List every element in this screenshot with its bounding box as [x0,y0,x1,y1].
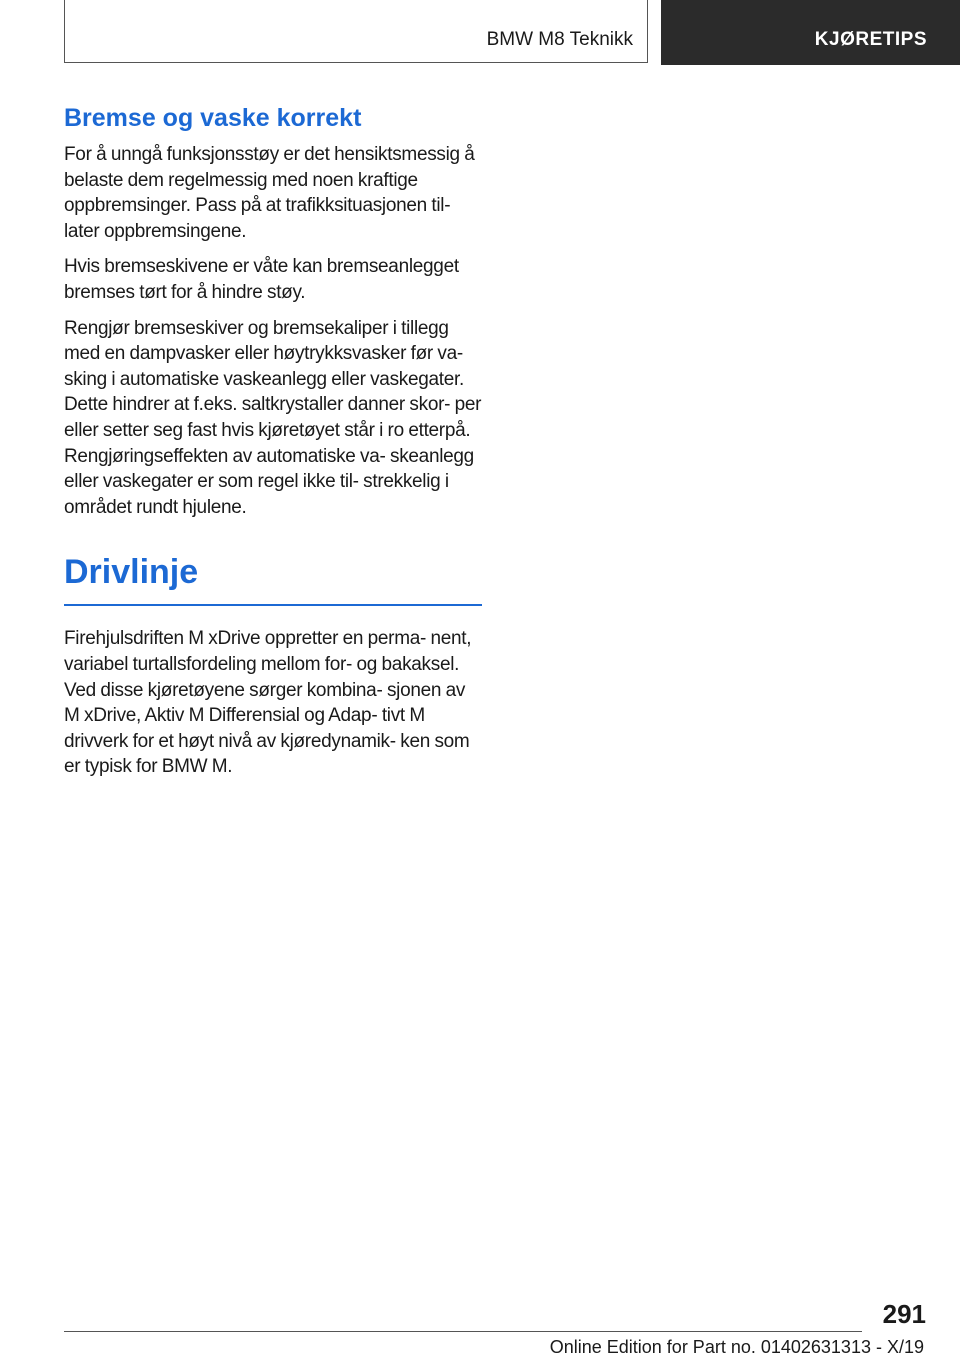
paragraph: Firehjulsdriften M xDrive oppretter en perma‐ nent, variabel turtallsfordeling mellom for- og bakaksel. Ved disse kjøretøyene sørger kombina‐ sjonen av M xDrive, Aktiv M Differensial og Adap‐ tivt M drivverk for et høyt nivå av kjøredynamik‐ ken som er typisk for BMW M. [64,628,472,778]
driveline-body [64,626,482,780]
paragraph: Hvis bremseskivene er våte kan bremseanlegget bremses tørt for å hindre støy. [64,256,459,303]
page-content [64,102,482,790]
section-heading-brakes: Bremse og vaske korrekt [64,104,362,132]
manual-title: BMW M8 Teknikk [486,29,633,50]
chapter-tab-label: KJØRETIPS [814,29,927,50]
chapter-tab[interactable] [661,0,960,65]
paragraph: For å unngå funksjonsstøy er det hensiktsmessig å belaste dem regelmessig med noen kraftige oppbremsinger. Pass på at trafikksituasjonen til‐ later oppbremsingene. [64,144,475,242]
footer-divider [64,1331,862,1332]
page-number: 291 [882,1299,926,1329]
header-title-box [64,0,648,63]
paragraph: Rengjør bremseskiver og bremsekaliper i tillegg med en dampvasker eller høytrykksvasker før va‐ sking i automatiske vaskeanlegg eller vaskegater. Dette hindrer at f.eks. saltkrystaller danner skor‐ per eller setter seg fast hvis kjøretøyet står i ro etterpå. Rengjøringseffekten av automatiske va‐ skeanlegg eller vaskegater er som regel ikke til‐ strekkelig i området rundt hjulene. [64,317,482,518]
footer-edition-text: Online Edition for Part no. 01402631313 - X/19 [549,1337,924,1357]
chapter-heading-driveline: Drivlinje [64,550,482,606]
